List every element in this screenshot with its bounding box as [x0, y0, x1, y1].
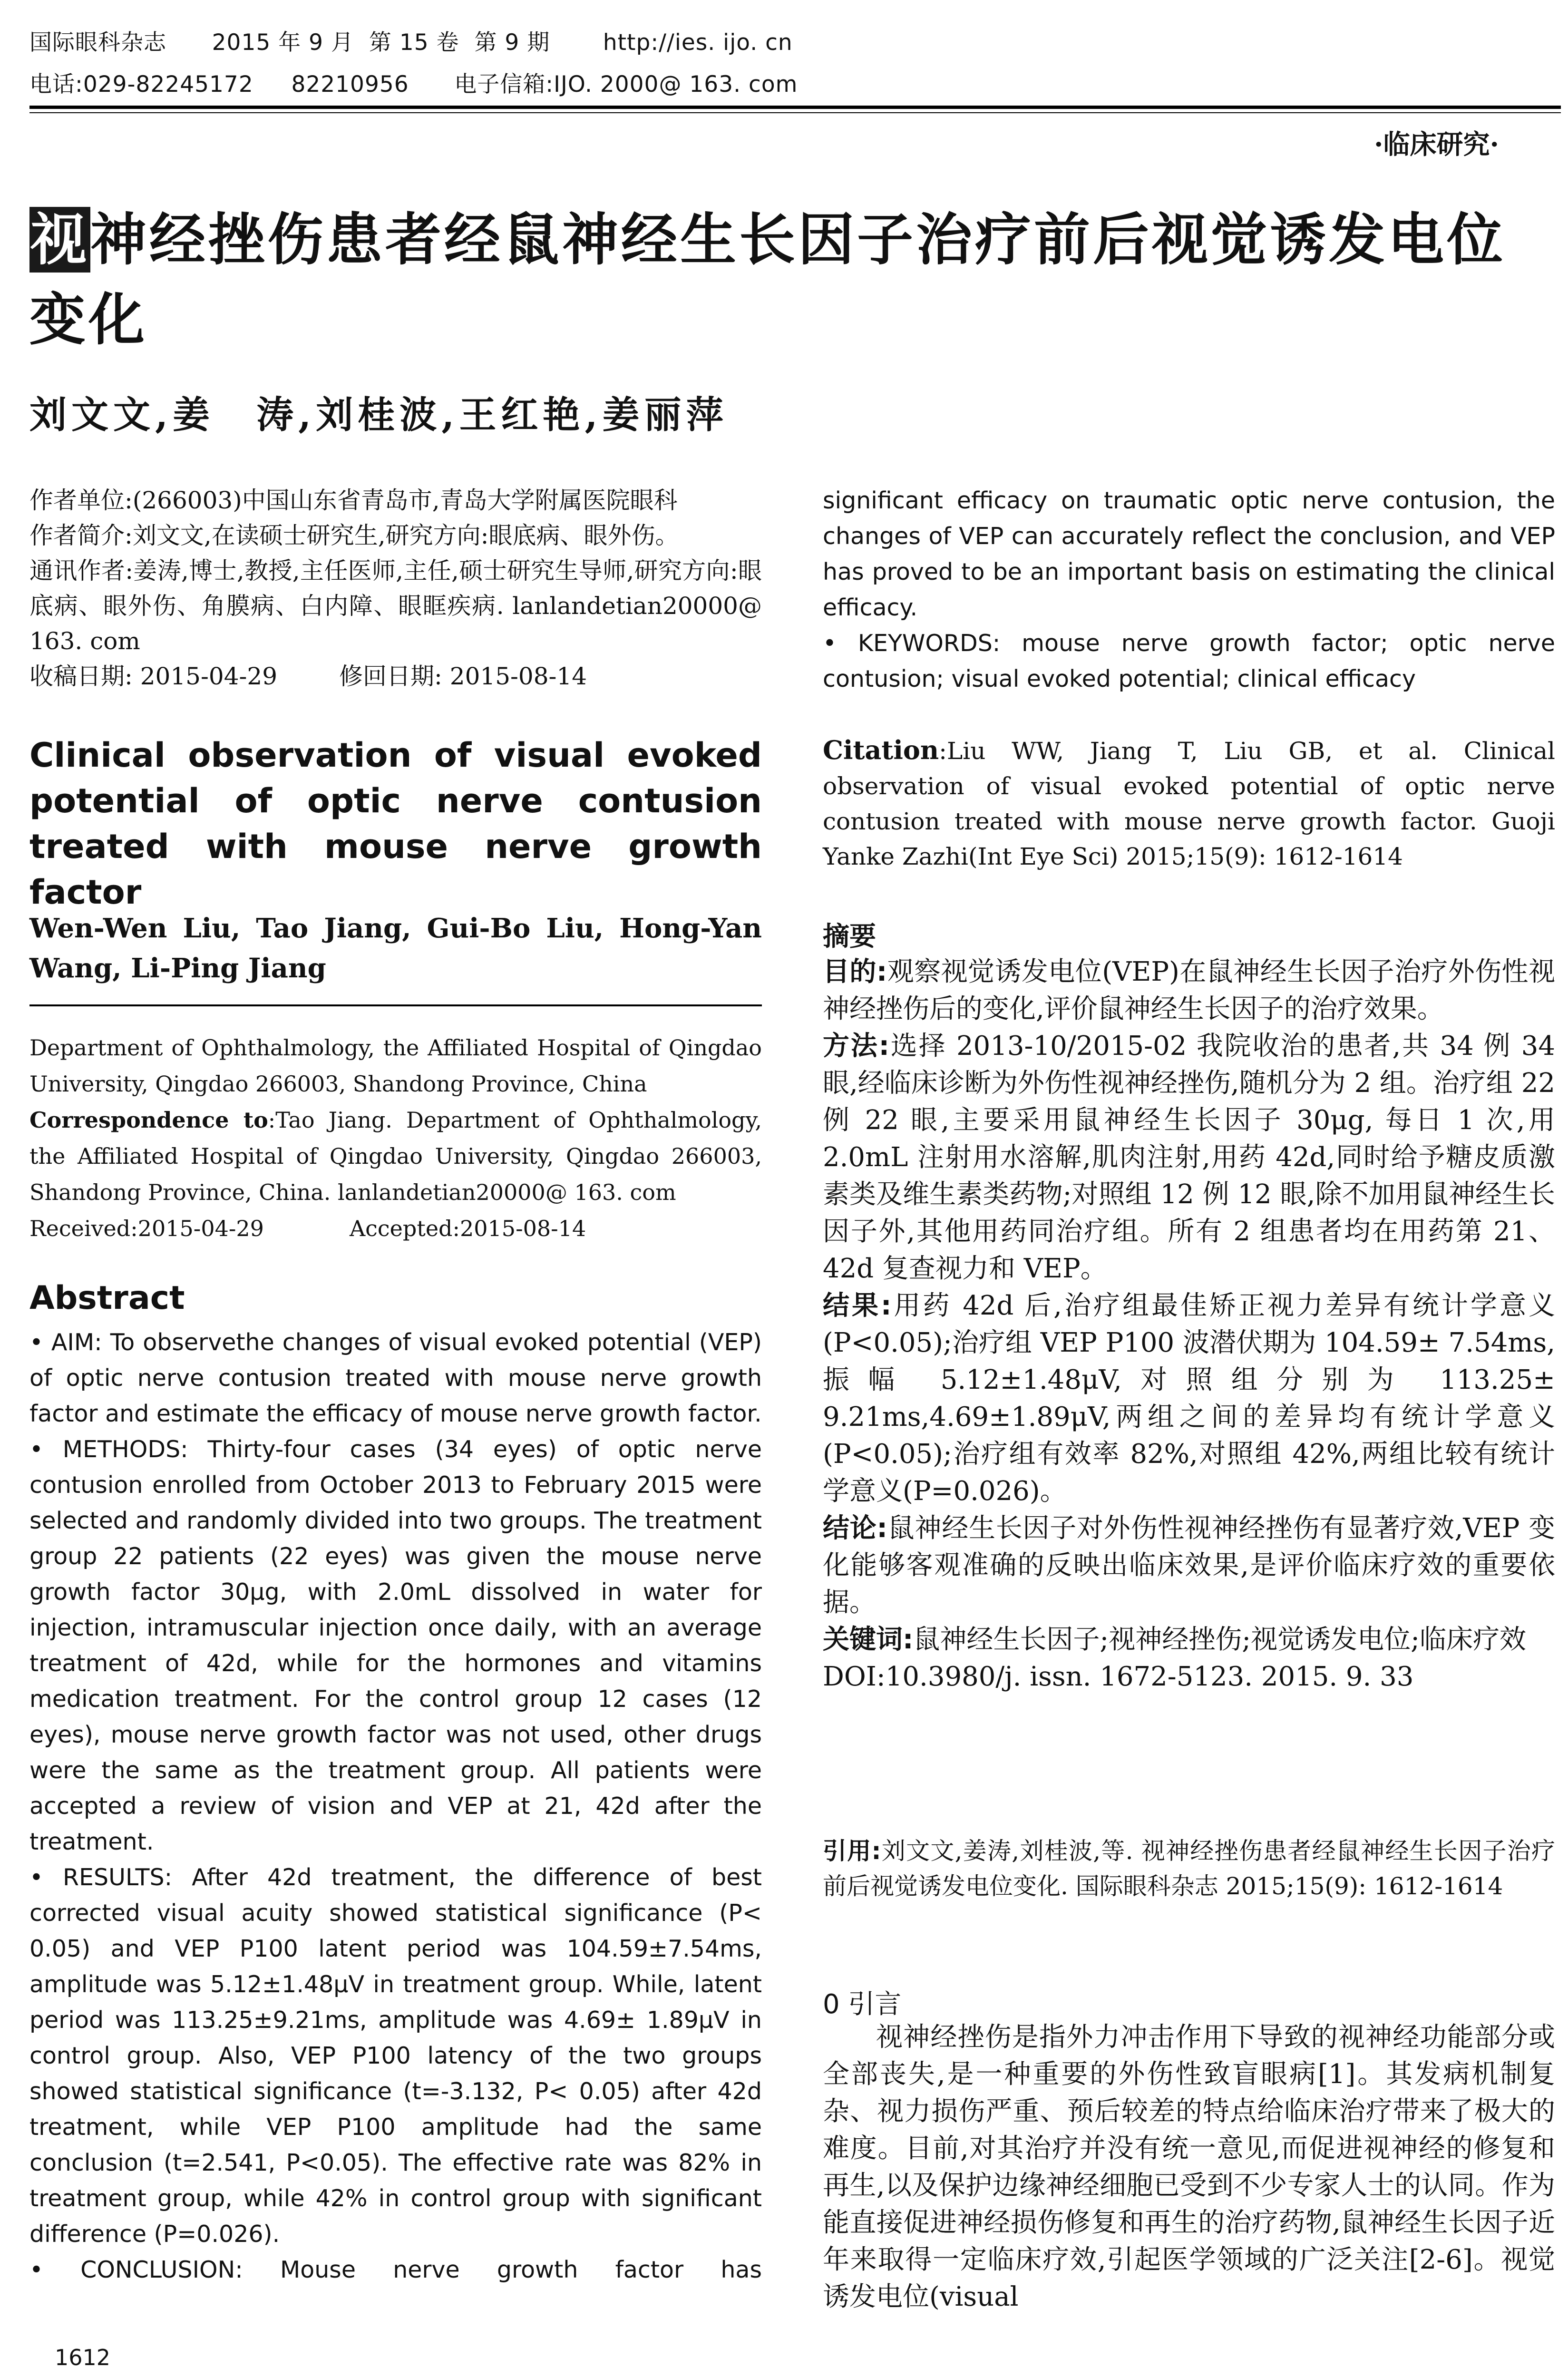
english-title: Clinical observation of visual evoked potential of optic nerve contusion treated with mouse nerve growth factor: [29, 736, 762, 912]
corresponding-author: 通讯作者:姜涛,博士,教授,主任医师,主任,硕士研究生导师,研究方向:眼底病、眼外伤、角膜病、白内障、眼眶疾病. lanlandetian20000@ 163. com: [29, 557, 762, 655]
cn-keywords-text: 鼠神经生长因子;视神经挫伤;视觉诱发电位;临床疗效: [913, 1624, 1527, 1655]
phone: 电话:029-82245172: [29, 71, 253, 97]
citation: [823, 732, 1555, 874]
journal-header-line1: [29, 25, 793, 57]
abstract-methods: • METHODS: Thirty-four cases (34 eyes) of optic nerve contusion enrolled from October 2013 to February 2015 were selected and randomly divided into two groups. The treatment group 22 patients (22 eyes) was given the mouse nerve growth factor 30μg, with 2.0mL dissolved in water for injection, intramuscular injection once daily, with an average treatment of 42d, while for the hormones and vitamins medication treatment. For the control group 12 cases (12 eyes), mouse nerve growth factor was not used, other drugs were the same as the treatment group. All patients were accepted a review of vision and VEP at 21, 42d after the treatment.: [29, 1436, 762, 1855]
abstract-aim: • AIM: To observethe changes of visual evoked potential (VEP) of optic nerve contusion treated with mouse nerve growth factor and estimate the efficacy of mouse nerve growth factor.: [29, 1329, 762, 1427]
section-tag: ·临床研究·: [1374, 129, 1499, 160]
received-date-cn: 收稿日期: 2015-04-29: [29, 662, 278, 690]
journal-header-line2: [29, 67, 798, 98]
affiliation: [29, 1030, 762, 1247]
author-intro: 作者简介:刘文文,在读硕士研究生,研究方向:眼底病、眼外伤。: [29, 522, 679, 549]
cn-methods-label: 方法:: [823, 1031, 889, 1062]
email[interactable]: 电子信箱:IJO. 2000@ 163. com: [454, 71, 798, 97]
cn-citation-label: 引用:: [823, 1837, 881, 1865]
abstract-keywords: • KEYWORDS: mouse nerve growth factor; optic nerve contusion; visual evoked potential; clinical efficacy: [823, 630, 1555, 692]
cn-conclusion-label: 结论:: [823, 1513, 887, 1544]
page-number: 1612: [55, 2345, 111, 2370]
abstract-body: [29, 1325, 762, 2288]
abstract-continued: [823, 483, 1555, 697]
intro-heading: 0 引言: [823, 1989, 902, 2020]
cn-meta: [29, 483, 762, 694]
correspondence-text: :Tao Jiang. Department of Ophthalmology, the Affiliated Hospital of Qingdao University, Qingdao 266003, Shandong Province, China. lanlandetian20000@ 163. com: [29, 1107, 762, 1205]
correspondence-label: Correspondence to: [29, 1107, 268, 1133]
cn-abstract-body: [823, 954, 1555, 1695]
revised-date-cn: 修回日期: 2015-08-14: [339, 662, 587, 690]
cn-results-label: 结果:: [823, 1290, 892, 1321]
abstract-conclusion-cont: significant efficacy on traumatic optic nerve contusion, the changes of VEP can accurately reflect the conclusion, and VEP has proved to be an important basis on estimating the clinical efficacy.: [823, 487, 1555, 621]
volume: 第 15 卷: [369, 29, 459, 56]
correspondence: [29, 1102, 762, 1210]
cn-aim-text: 观察视觉诱发电位(VEP)在鼠神经生长因子治疗外伤性视神经挫伤后的变化,评价鼠神经生长因子的治疗效果。: [823, 956, 1555, 1024]
citation-text: :Liu WW, Jiang T, Liu GB, et al. Clinical observation of visual evoked potential of optic nerve contusion treated with mouse nerve growth factor. Guoji Yanke Zazhi(Int Eye Sci) 2015;15(9): 1612-1614: [823, 737, 1555, 870]
department: Department of Ophthalmology, the Affiliated Hospital of Qingdao University, Qingdao 266003, Shandong Province, China: [29, 1035, 762, 1097]
cn-citation-text: 刘文文,姜涛,刘桂波,等. 视神经挫伤患者经鼠神经生长因子治疗前后视觉诱发电位变化. 国际眼科杂志 2015;15(9): 1612-1614: [823, 1837, 1555, 1900]
fax: 82210956: [291, 71, 409, 97]
cn-aim-label: 目的:: [823, 956, 887, 987]
cn-keywords-label: 关键词:: [823, 1624, 914, 1655]
received-date: Received:2015-04-29: [29, 1216, 264, 1241]
abstract-heading: Abstract: [29, 1279, 185, 1317]
dates-cn: [29, 659, 762, 694]
title-rest: 神经挫伤患者经鼠神经生长因子治疗前后视觉诱发电位变化: [29, 207, 1506, 352]
cn-keywords: [823, 1621, 1555, 1658]
article-title: [29, 200, 1547, 360]
header-rule-thin: [29, 112, 1561, 113]
abstract-results: • RESULTS: After 42d treatment, the difference of best corrected visual acuity showed statistical significance (P< 0.05) and VEP P100 latent period was 104.59±7.54ms, amplitude was 5.12±1.48μV in treatment group. While, latent period was 113.25±9.21ms, amplitude was 4.69± 1.89μV in control group. Also, VEP P100 latency of the two groups showed statistical significance (t=-3.132, P< 0.05) after 42d treatment, while VEP P100 amplitude had the same conclusion (t=2.541, P<0.05). The effective rate was 82% in treatment group, while 42% in control group with significant difference (P=0.026).: [29, 1864, 762, 2248]
cn-methods: [823, 1028, 1555, 1287]
english-authors: Wen-Wen Liu, Tao Jiang, Gui-Bo Liu, Hong-Yan Wang, Li-Ping Jiang: [29, 913, 762, 984]
cn-results: [823, 1287, 1555, 1510]
cn-methods-text: 选择 2013-10/2015-02 我院收治的患者,共 34 例 34 眼,经临床诊断为外伤性视神经挫伤,随机分为 2 组。治疗组 22 例 22 眼,主要采用鼠神经生长因子 30μg, 每日 1 次,用 2.0mL 注射用水溶解,肌肉注射,用药 42d,同时给予糖皮质激素类及维生素类药物;对照组 12 例 12 眼,除不加用鼠神经生长因子外,其他用药同治疗组。所有 2 组患者均在用药第 21、42d 复查视力和 VEP。: [823, 1031, 1556, 1284]
cn-aim: [823, 954, 1555, 1028]
author-unit: 作者单位:(266003)中国山东省青岛市,青岛大学附属医院眼科: [29, 487, 678, 514]
intro-text: 视神经挫伤是指外力冲击作用下导致的视神经功能部分或全部丧失,是一种重要的外伤性致盲眼病[1]。其发病机制复杂、视力损伤严重、预后较差的特点给临床治疗带来了极大的难度。目前,对其治疗并没有统一意见,而促进视神经的修复和再生,以及保护边缘神经细胞已受到不少专家人士的认同。作为能直接促进神经损伤修复和再生的治疗药物,鼠神经生长因子近年来取得一定临床疗效,引起医学领域的广泛关注[2-6]。视觉诱发电位(visual: [823, 2022, 1555, 2312]
accepted-date: Accepted:2015-08-14: [349, 1216, 586, 1241]
cn-abstract-heading: 摘要: [823, 921, 876, 952]
title-first-char: 视: [30, 207, 90, 273]
cn-citation: [823, 1833, 1555, 1904]
journal-name: 国际眼科杂志: [29, 29, 166, 56]
authors-chinese: 刘文文,姜 涛,刘桂波,王红艳,姜丽萍: [29, 393, 728, 437]
citation-label: Citation: [823, 735, 939, 765]
cn-conclusion-text: 鼠神经生长因子对外伤性视神经挫伤有显著疗效,VEP 变化能够客观准确的反映出临床效果,是评价临床疗效的重要依据。: [823, 1513, 1555, 1618]
abstract-conclusion-start: • CONCLUSION: Mouse nerve growth factor has: [29, 2256, 762, 2283]
doi[interactable]: DOI:10.3980/j. issn. 1672-5123. 2015. 9. 33: [823, 1661, 1414, 1692]
dates-en: [29, 1210, 762, 1247]
issue: 第 9 期: [474, 29, 550, 56]
authors-rule: [29, 1004, 762, 1006]
journal-url[interactable]: http://ies. ijo. cn: [603, 29, 793, 56]
cn-conclusion: [823, 1510, 1555, 1621]
header-rule-thick: [29, 106, 1561, 109]
cn-results-text: 用药 42d 后,治疗组最佳矫正视力差异有统计学意义(P<0.05);治疗组 VEP P100 波潜伏期为 104.59± 7.54ms,振幅 5.12±1.48μV,对照组分别为 113.25± 9.21ms,4.69±1.89μV,两组之间的差异均有统计学意义(P<0.05);治疗组有效率 82%,对照组 42%,两组比较有统计学意义(P=0.026)。: [823, 1290, 1555, 1507]
issue-date: 2015 年 9 月: [212, 29, 354, 56]
